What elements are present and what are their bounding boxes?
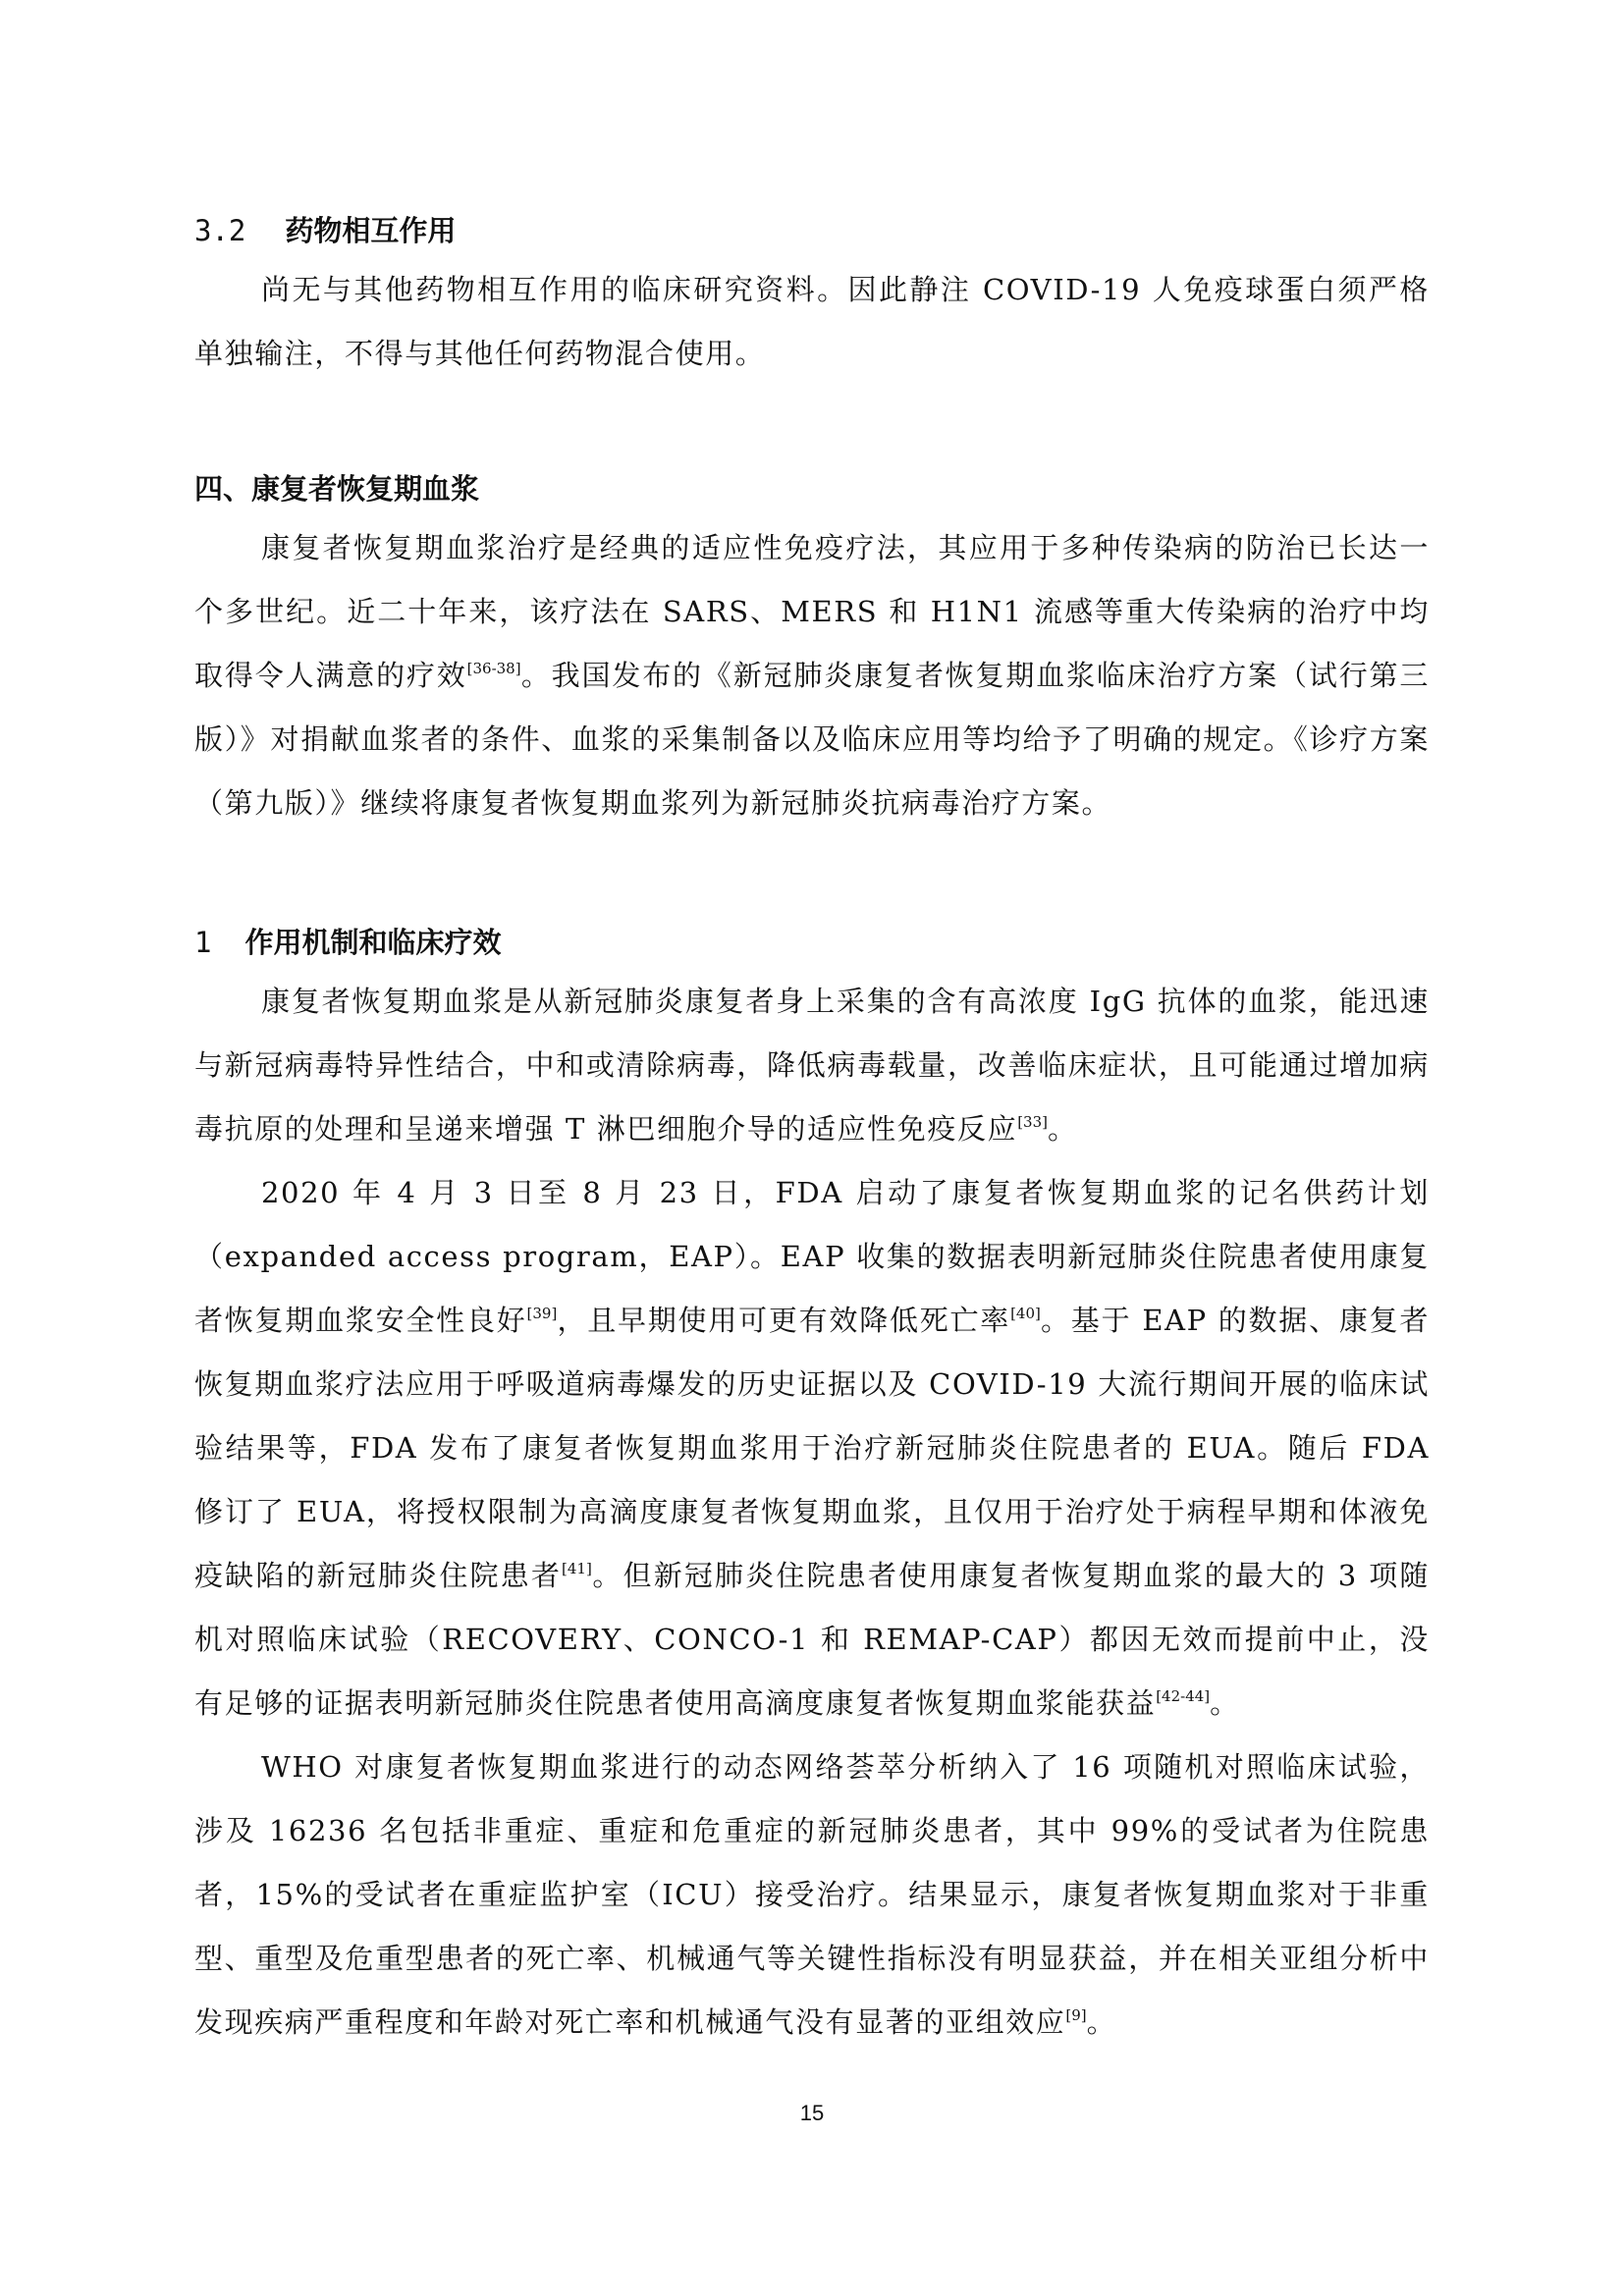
paragraph-text: ，且早期使用可更有效降低死亡率 bbox=[557, 1304, 1011, 1337]
citation: [40] bbox=[1010, 1305, 1041, 1322]
citation: [41] bbox=[562, 1560, 592, 1577]
section-heading-4 bbox=[194, 469, 1432, 508]
paragraph-fda-eap bbox=[194, 1161, 1430, 1735]
section-number: 3.2 bbox=[194, 214, 246, 247]
section-heading-3-2 bbox=[194, 211, 1432, 250]
paragraph-mechanism bbox=[194, 970, 1430, 1161]
citation: [9] bbox=[1065, 2006, 1087, 2024]
paragraph-text: 康复者恢复期血浆是从新冠肺炎康复者身上采集的含有高浓度 IgG 抗体的血浆，能迅速与新冠病毒特异性结合，中和或清除病毒，降低病毒载量，改善临床症状，且可能通过增加病毒抗原的处理和呈递来增强 T 淋巴细胞介导的适应性免疫反应 bbox=[194, 985, 1430, 1146]
paragraph-text: WHO 对康复者恢复期血浆进行的动态网络荟萃分析纳入了 16 项随机对照临床试验，涉及 16236 名包括非重症、重症和危重症的新冠肺炎患者，其中 99%的受试者为住院患者，15%的受试者在重症监护室（ICU）接受治疗。结果显示，康复者恢复期血浆对于非重型、重型及危重型患者的死亡率、机械通气等关键性指标没有明显获益，并在相关亚组分析中发现疾病严重程度和年龄对死亡率和机械通气没有显著的亚组效应 bbox=[194, 1750, 1430, 2039]
paragraph-drug-interaction bbox=[194, 258, 1430, 386]
page-number: 15 bbox=[799, 2101, 825, 2125]
paragraph-who-meta-analysis bbox=[194, 1735, 1430, 2055]
section-title: 四、康复者恢复期血浆 bbox=[194, 472, 480, 506]
section-number: 1 bbox=[194, 926, 212, 959]
paragraph-text: 。但新冠肺炎住院患者使用康复者恢复期血浆的最大的 3 项随机对照临床试验（RECOVERY、CONCO-1 和 REMAP-CAP）都因无效而提前中止，没有足够的证据表明新冠肺炎住院患者使用高滴度康复者恢复期血浆能获益 bbox=[194, 1559, 1430, 1720]
paragraph-text: 2020 年 4 月 3 日至 8 月 23 日，FDA 启动了康复者恢复期血浆的记名供药计划（expanded access program，EAP）。EAP 收集的数据表明新冠肺炎住院患者使用康复者恢复期血浆安全性良好 bbox=[194, 1176, 1430, 1337]
paragraph-text: 。 bbox=[1047, 1112, 1078, 1146]
paragraph-text: 。我国发布的《新冠肺炎康复者恢复期血浆临床治疗方案（试行第三版）》对捐献血浆者的条件、血浆的采集制备以及临床应用等均给予了明确的规定。《诊疗方案（第九版）》继续将康复者恢复期血浆列为新冠肺炎抗病毒治疗方案。 bbox=[194, 659, 1430, 820]
paragraph-text: 。 bbox=[1210, 1686, 1240, 1720]
paragraph-text: 。 bbox=[1086, 2005, 1117, 2039]
section-title: 药物相互作用 bbox=[285, 214, 457, 247]
citation: [33] bbox=[1017, 1113, 1048, 1131]
paragraph-text: 。基于 EAP 的数据、康复者恢复期血浆疗法应用于呼吸道病毒爆发的历史证据以及 COVID-19 大流行期间开展的临床试验结果等，FDA 发布了康复者恢复期血浆用于治疗新冠肺炎住院患者的 EUA。随后 FDA 修订了 EUA，将授权限制为高滴度康复者恢复期血浆，且仅用于治疗处于病程早期和体液免疫缺陷的新冠肺炎住院患者 bbox=[194, 1304, 1430, 1592]
citation: [42-44] bbox=[1156, 1687, 1211, 1705]
section-title: 作用机制和临床疗效 bbox=[244, 926, 502, 959]
citation: [36-38] bbox=[466, 660, 521, 677]
citation: [39] bbox=[526, 1305, 558, 1322]
section-heading-1 bbox=[194, 923, 1432, 962]
paragraph-text: 康复者恢复期血浆治疗是经典的适应性免疫疗法，其应用于多种传染病的防治已长达一个多世纪。近二十年来，该疗法在 SARS、MERS 和 H1N1 流感等重大传染病的治疗中均取得令人满意的疗效 bbox=[194, 531, 1430, 692]
paragraph-text: 尚无与其他药物相互作用的临床研究资料。因此静注 COVID-19 人免疫球蛋白须严格单独输注，不得与其他任何药物混合使用。 bbox=[194, 273, 1430, 370]
paragraph-convalescent-plasma-intro bbox=[194, 516, 1430, 835]
